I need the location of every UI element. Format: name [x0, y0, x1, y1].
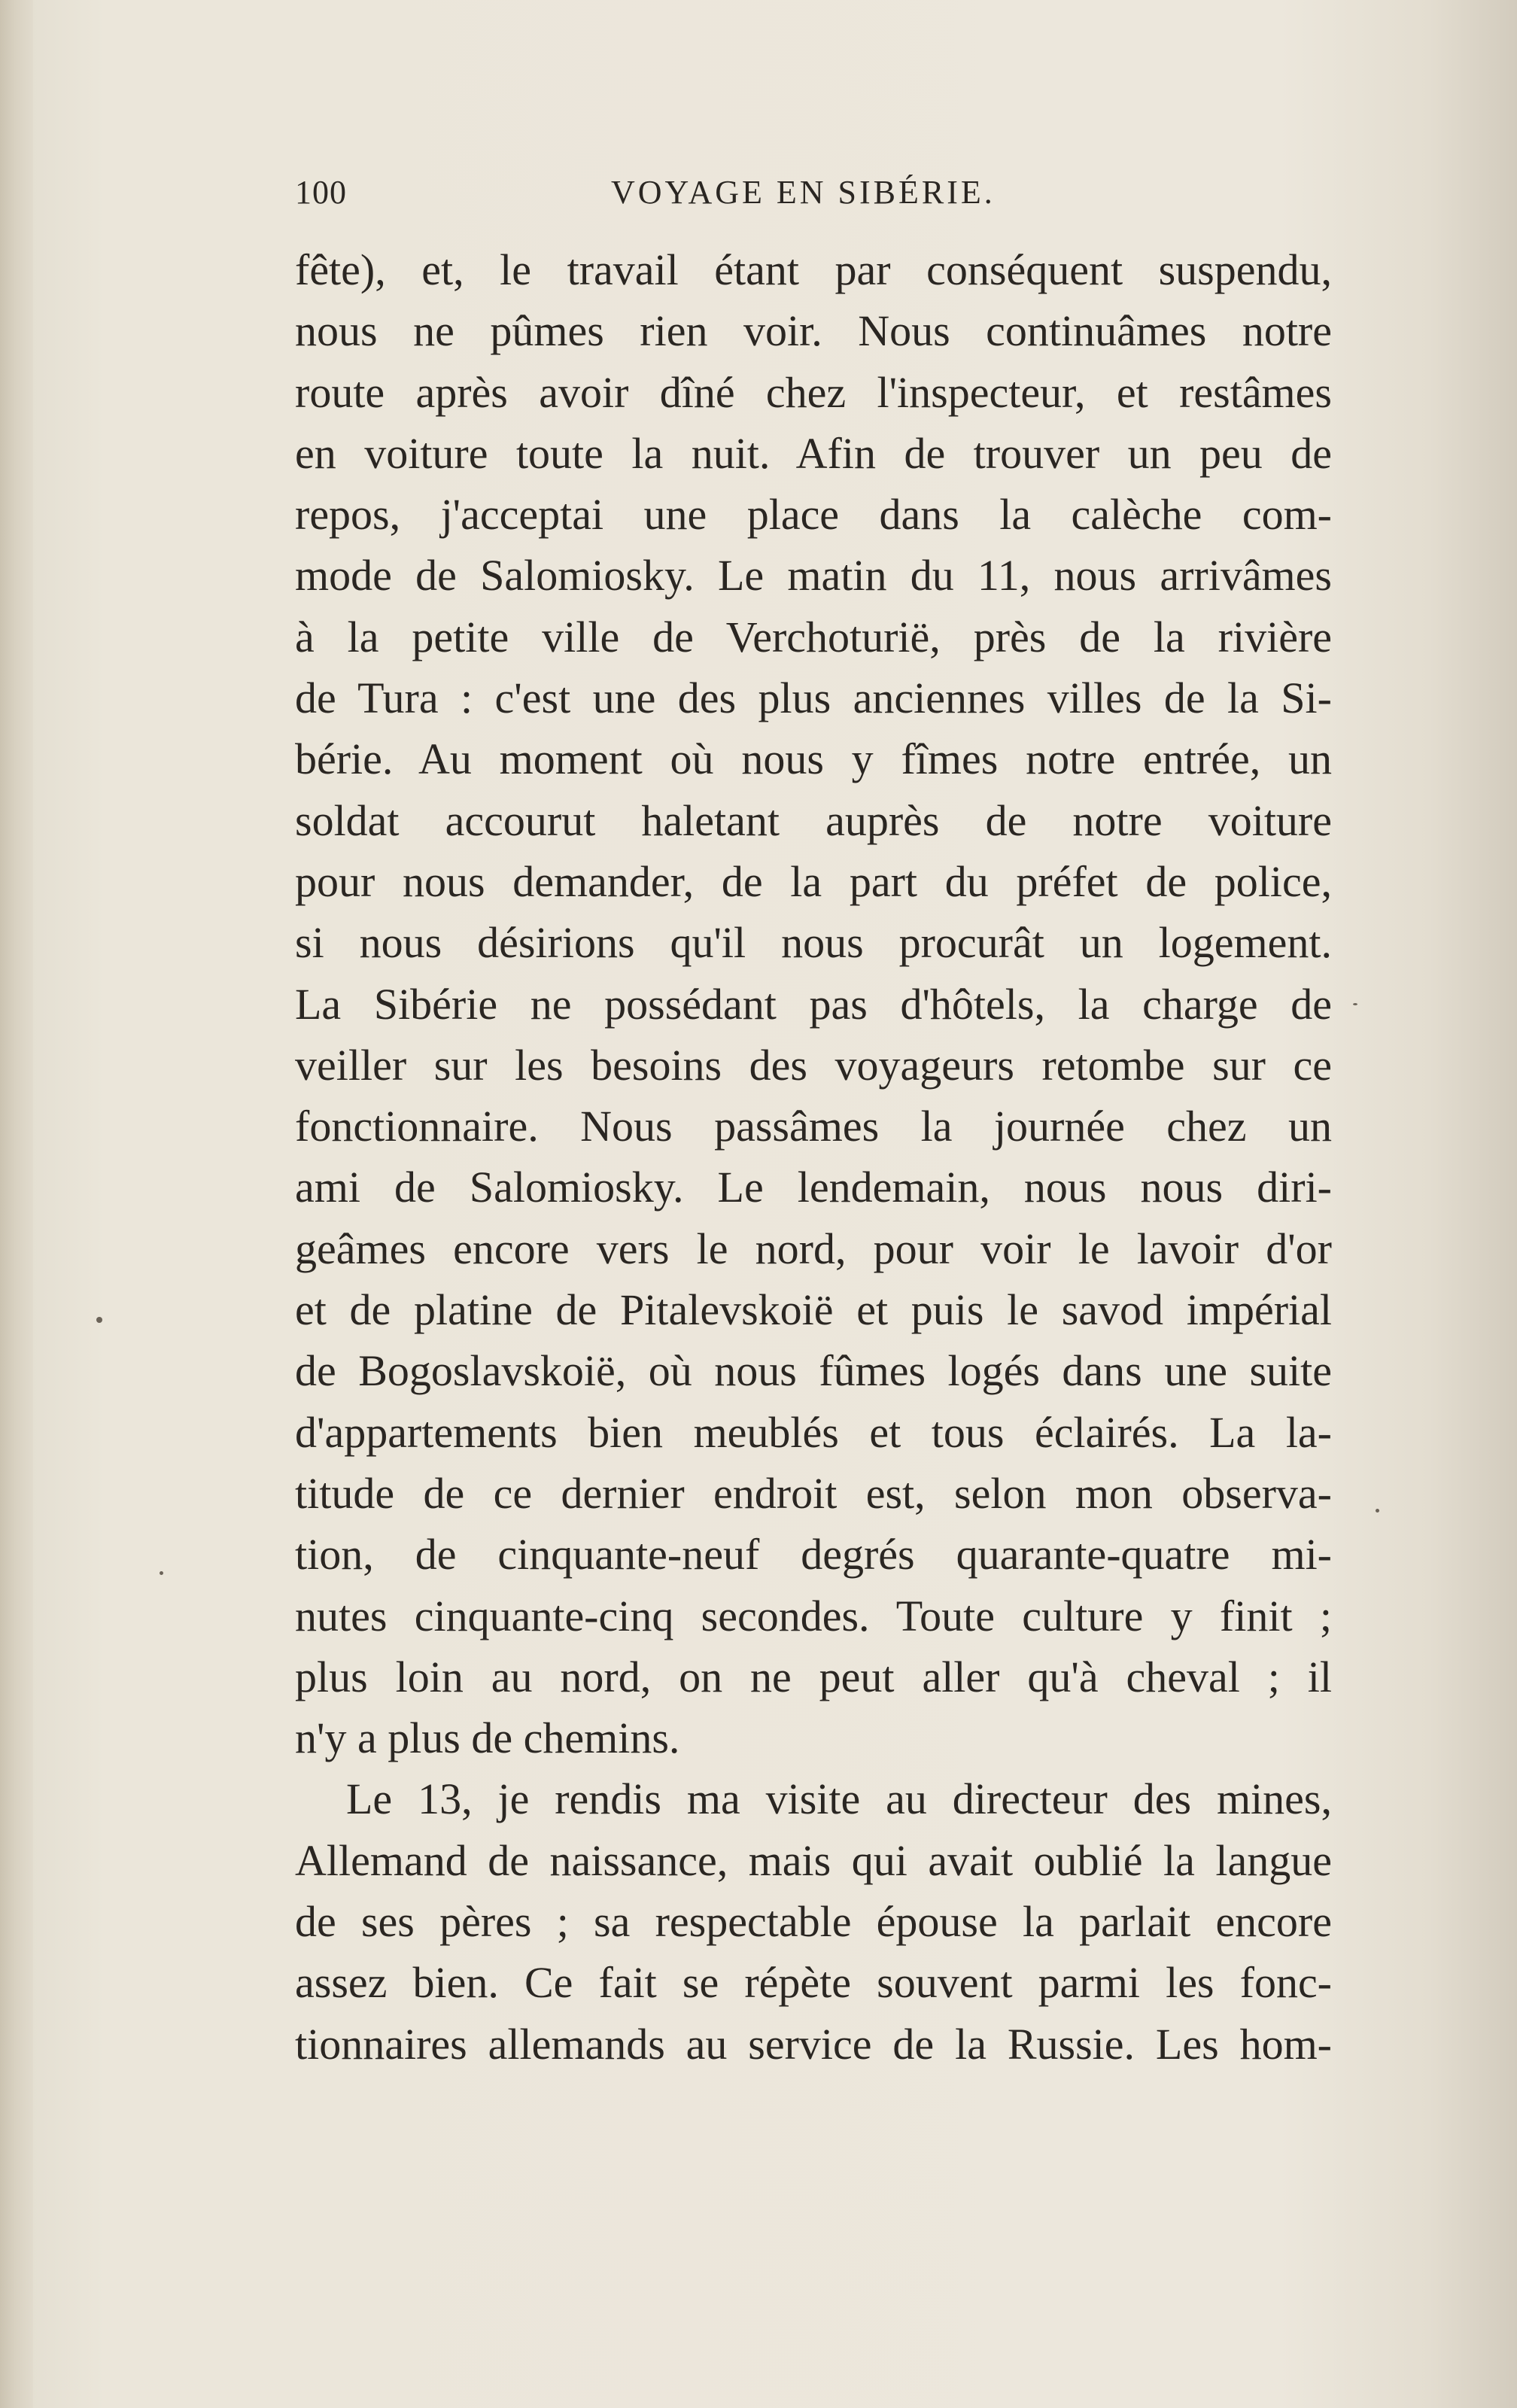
text-line: de ses pères ; sa respectable épouse la parlait encore: [295, 1897, 1332, 1947]
text-line: geâmes encore vers le nord, pour voir le lavoir d'or: [295, 1224, 1332, 1273]
text-line: nous ne pûmes rien voir. Nous continuâmes notre: [295, 306, 1332, 356]
text-line: fonctionnaire. Nous passâmes la journée chez un: [295, 1102, 1332, 1151]
text-line: route après avoir dîné chez l'inspecteur, et restâmes: [295, 367, 1332, 417]
text-line: assez bien. Ce fait se répète souvent parmi les fonc-: [295, 1958, 1332, 2008]
text-line: pour nous demander, de la part du préfet de police,: [295, 856, 1332, 906]
text-line: plus loin au nord, on ne peut aller qu'à cheval ; il: [295, 1652, 1332, 1701]
text-line: d'appartements bien meublés et tous éclairés. La la-: [295, 1407, 1332, 1457]
page-number: 100: [295, 174, 347, 211]
text-line: tionnaires allemands au service de la Russie. Les hom-: [295, 2019, 1332, 2069]
paragraph-end-line: n'y a plus de chemins.: [295, 1713, 680, 1763]
text-line: Allemand de naissance, mais qui avait oublié la langue: [295, 1835, 1332, 1885]
text-line: mode de Salomiosky. Le matin du 11, nous arrivâmes: [295, 551, 1332, 600]
text-line: ami de Salomiosky. Le lendemain, nous nous diri-: [295, 1163, 1332, 1212]
page-binding-edge: [0, 0, 33, 2408]
text-line: en voiture toute la nuit. Afin de trouver un peu de: [295, 428, 1332, 478]
text-line: veiller sur les besoins des voyageurs retombe sur ce: [295, 1040, 1332, 1090]
text-line: si nous désirions qu'il nous procurât un logement.: [295, 918, 1332, 968]
paragraph-start-line: Le 13, je rendis ma visite au directeur des mines,: [346, 1774, 1332, 1824]
text-line: nutes cinquante-cinq secondes. Toute culture y finit ;: [295, 1591, 1332, 1640]
text-line: à la petite ville de Verchoturië, près de la rivière: [295, 612, 1332, 661]
body-text: [295, 239, 1332, 2075]
text-line: fête), et, le travail étant par conséquent suspendu,: [295, 245, 1332, 294]
paper-speck: [96, 1317, 102, 1323]
text-line: bérie. Au moment où nous y fîmes notre entrée, un: [295, 734, 1332, 784]
text-line: repos, j'acceptai une place dans la calèche com-: [295, 490, 1332, 540]
text-line: titude de ce dernier endroit est, selon mon observa-: [295, 1468, 1332, 1518]
running-title: VOYAGE EN SIBÉRIE.: [611, 174, 996, 211]
text-line: soldat accourut haletant auprès de notre voiture: [295, 795, 1332, 845]
text-line: de Bogoslavskoië, où nous fûmes logés dans une suite: [295, 1346, 1332, 1396]
text-line: La Sibérie ne possédant pas d'hôtels, la charge de: [295, 979, 1332, 1029]
page-header: [295, 173, 1332, 221]
text-line: de Tura : c'est une des plus anciennes villes de la Si-: [295, 673, 1332, 723]
text-line: et de platine de Pitalevskoië et puis le savod impérial: [295, 1285, 1332, 1335]
paper-speck: [1376, 1509, 1379, 1513]
paper-speck: [160, 1571, 163, 1575]
paper-speck: [1353, 1003, 1357, 1005]
text-line: tion, de cinquante-neuf degrés quarante-quatre mi-: [295, 1530, 1332, 1579]
